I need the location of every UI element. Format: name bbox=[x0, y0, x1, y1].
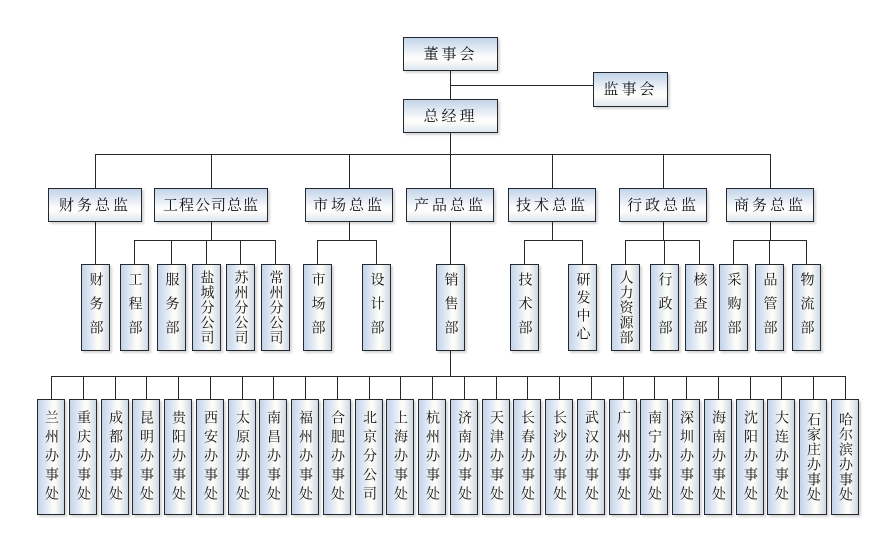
connector-line bbox=[770, 154, 771, 188]
node-department: 物流部 bbox=[792, 264, 821, 351]
node-department: 苏州分公司 bbox=[226, 264, 255, 351]
connector-line bbox=[450, 351, 451, 376]
node-office: 沈阳办事处 bbox=[736, 399, 764, 515]
node-department: 核查部 bbox=[685, 264, 714, 351]
node-director: 商务总监 bbox=[726, 188, 814, 222]
connector-line bbox=[432, 376, 433, 399]
connector-line bbox=[211, 154, 212, 188]
connector-line bbox=[242, 376, 243, 399]
node-office: 上海办事处 bbox=[386, 399, 414, 515]
node-office: 长春办事处 bbox=[513, 399, 541, 515]
node-office: 南宁办事处 bbox=[640, 399, 668, 515]
connector-line bbox=[146, 376, 147, 399]
node-office: 兰州办事处 bbox=[37, 399, 65, 515]
node-department: 采购部 bbox=[719, 264, 748, 351]
node-department: 盐城分公司 bbox=[192, 264, 221, 351]
node-office: 大连办事处 bbox=[767, 399, 795, 515]
connector-line bbox=[718, 376, 719, 399]
node-office: 杭州办事处 bbox=[418, 399, 446, 515]
node-department: 品管部 bbox=[755, 264, 784, 351]
connector-line bbox=[240, 240, 241, 264]
connector-line bbox=[95, 154, 770, 155]
node-board-of-directors: 董事会 bbox=[403, 37, 498, 71]
connector-line bbox=[813, 376, 814, 399]
node-director: 市场总监 bbox=[305, 188, 393, 222]
node-office: 天津办事处 bbox=[482, 399, 510, 515]
connector-line bbox=[450, 133, 451, 154]
node-office: 广州办事处 bbox=[609, 399, 637, 515]
connector-line bbox=[524, 240, 582, 241]
node-office: 海南办事处 bbox=[704, 399, 732, 515]
node-department: 行政部 bbox=[650, 264, 679, 351]
connector-line bbox=[317, 240, 318, 264]
node-department: 人力资源部 bbox=[611, 264, 640, 351]
node-office: 贵阳办事处 bbox=[164, 399, 192, 515]
connector-line bbox=[83, 376, 84, 399]
connector-line bbox=[582, 240, 583, 264]
connector-line bbox=[211, 222, 212, 240]
connector-line bbox=[273, 376, 274, 399]
connector-line bbox=[845, 376, 846, 399]
connector-line bbox=[317, 240, 376, 241]
connector-line bbox=[349, 154, 350, 188]
connector-line bbox=[559, 376, 560, 399]
connector-line bbox=[625, 240, 626, 264]
node-department: 市场部 bbox=[303, 264, 332, 351]
node-office: 深圳办事处 bbox=[672, 399, 700, 515]
connector-line bbox=[663, 222, 664, 240]
node-office: 石家庄办事处 bbox=[799, 399, 827, 515]
node-office: 西安办事处 bbox=[196, 399, 224, 515]
connector-line bbox=[733, 240, 734, 264]
node-department: 技术部 bbox=[510, 264, 539, 351]
connector-line bbox=[115, 376, 116, 399]
node-director: 财务总监 bbox=[48, 188, 142, 222]
connector-line bbox=[349, 222, 350, 240]
connector-line bbox=[95, 222, 96, 264]
node-general-manager: 总经理 bbox=[403, 99, 498, 133]
node-department: 服务部 bbox=[157, 264, 186, 351]
node-department: 常州分公司 bbox=[261, 264, 290, 351]
connector-line bbox=[750, 376, 751, 399]
connector-line bbox=[524, 240, 525, 264]
connector-line bbox=[781, 376, 782, 399]
node-office: 合肥办事处 bbox=[323, 399, 351, 515]
connector-line bbox=[134, 240, 135, 264]
node-office: 太原办事处 bbox=[228, 399, 256, 515]
connector-line bbox=[496, 376, 497, 399]
connector-line bbox=[552, 222, 553, 240]
connector-line bbox=[464, 376, 465, 399]
connector-line bbox=[51, 376, 845, 377]
node-office: 成都办事处 bbox=[101, 399, 129, 515]
node-department: 设计部 bbox=[362, 264, 391, 351]
connector-line bbox=[623, 376, 624, 399]
node-department: 研发中心 bbox=[568, 264, 597, 351]
connector-line bbox=[450, 222, 451, 264]
connector-line bbox=[376, 240, 377, 264]
connector-line bbox=[171, 240, 172, 264]
connector-line bbox=[625, 240, 699, 241]
node-office: 重庆办事处 bbox=[69, 399, 97, 515]
node-director: 产品总监 bbox=[406, 188, 494, 222]
node-director: 行政总监 bbox=[619, 188, 707, 222]
connector-line bbox=[527, 376, 528, 399]
node-office: 南昌办事处 bbox=[259, 399, 287, 515]
connector-line bbox=[663, 154, 664, 188]
connector-line bbox=[450, 85, 593, 86]
connector-line bbox=[770, 222, 771, 240]
connector-line bbox=[686, 376, 687, 399]
connector-line bbox=[210, 376, 211, 399]
node-supervisory-board: 监事会 bbox=[593, 72, 668, 107]
connector-line bbox=[400, 376, 401, 399]
connector-line bbox=[178, 376, 179, 399]
connector-line bbox=[654, 376, 655, 399]
connector-line bbox=[769, 240, 770, 264]
node-office: 济南办事处 bbox=[450, 399, 478, 515]
connector-line bbox=[51, 376, 52, 399]
connector-line bbox=[591, 376, 592, 399]
node-office: 长沙办事处 bbox=[545, 399, 573, 515]
connector-line bbox=[664, 240, 665, 264]
node-office: 福州办事处 bbox=[291, 399, 319, 515]
connector-line bbox=[134, 240, 275, 241]
connector-line bbox=[699, 240, 700, 264]
connector-line bbox=[305, 376, 306, 399]
connector-line bbox=[369, 376, 370, 399]
node-department: 销售部 bbox=[436, 264, 465, 351]
connector-line bbox=[95, 154, 96, 188]
connector-line bbox=[552, 154, 553, 188]
node-office: 哈尔滨办事处 bbox=[831, 399, 859, 515]
connector-line bbox=[806, 240, 807, 264]
node-office: 昆明办事处 bbox=[132, 399, 160, 515]
connector-line bbox=[450, 154, 451, 188]
connector-line bbox=[337, 376, 338, 399]
connector-line bbox=[275, 240, 276, 264]
node-director: 技术总监 bbox=[508, 188, 596, 222]
node-department: 财务部 bbox=[81, 264, 110, 351]
node-director: 工程公司总监 bbox=[154, 188, 268, 222]
node-department: 工程部 bbox=[120, 264, 149, 351]
connector-line bbox=[206, 240, 207, 264]
node-office: 北京分公司 bbox=[355, 399, 383, 515]
node-office: 武汉办事处 bbox=[577, 399, 605, 515]
